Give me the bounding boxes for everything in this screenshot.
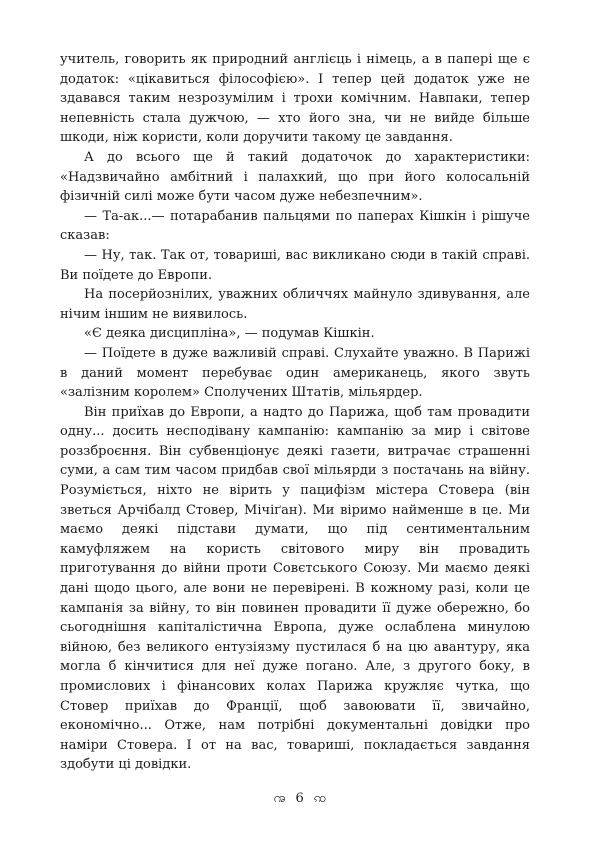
page-footer xyxy=(0,790,600,809)
page-number: 6 xyxy=(295,791,304,806)
paragraph: На посерйознілих, уважних обличчях майнуло здивування, але нічим іншим не виявилось. xyxy=(60,287,530,322)
paragraph: Він приїхав до Европи, а надто до Парижа, щоб там провадити одну... досить несподівану кампанію: кампанію за мир і світове роззброєння. Він субвенціонує деякі газети, витрачає страшенні суми, а сам тим часом придбав свої мільярди з постачань на війну. Розуміється, ніхто не вірить у пацифізм містера Стовера (він зветься Арчібалд Стовер, Мічіґан). Ми віримо найменше в це. Ми маємо деякі підстави думати, що під сентиментальним камуфляжем на користь світового миру він провадить приготування до війни проти Совєтського Союзу. Ми маємо деякі дані щодо цього, але вони не перевірені. В кожному разі, коли це кампанія за війну, то він повинен провадити її дуже обережно, бо сьогоднішня капіталістична Европа, дуже ослаблена минулою війною, без великого ентузіязму пустилася б на цю авантуру, яка могла б кінчитися для неї дуже погано. Але, з другого боку, в промислових і фінансових колах Парижа кружляє чутка, що Стовер приїхав до Франції, щоб завоювати її, звичайно, економічно... Отже, нам потрібні документальні довідки про наміри Стовера. І от на вас, товариші, покладається завдання здобути ці довідки. xyxy=(60,404,530,773)
paragraph: учитель, говорить як природний англієць і німець, а в папері ще є додаток: «цікавиться філософією». І тепер цей додаток уже не здавався таким незрозумілим і трохи комічним. Навпаки, тепер непевність стала дужчою, — хто його зна, чи не вийде більше шкоди, ніж користи, коли доручити такому це завдання. xyxy=(60,52,530,146)
ornament-right-icon: ꩡ xyxy=(313,791,327,806)
page-body xyxy=(60,50,530,775)
paragraph: — Ну, так. Так от, товариші, вас викликано сюди в такій справі. Ви поїдете до Европи. xyxy=(60,247,530,283)
paragraph: А до всього ще й такий додаточок до характеристики: «Надзвичайно амбітний і палахкий, що при його колосальній фізичній силі може бути часом дуже небезпечним». xyxy=(60,149,530,205)
paragraph: — Поїдете в дуже важливій справі. Слухайте уважно. В Парижі в даний момент перебуває один американець, якого звуть «залізним королем» Сполучених Штатів, мільярдер. xyxy=(60,345,530,401)
ornament-left-icon: ꩠ xyxy=(273,791,286,806)
paragraph: «Є деяка дисципліна», — подумав Кішкін. xyxy=(84,326,375,342)
paragraph: — Та-ак...— потарабанив пальцями по паперах Кішкін і рішуче сказав: xyxy=(60,208,530,244)
